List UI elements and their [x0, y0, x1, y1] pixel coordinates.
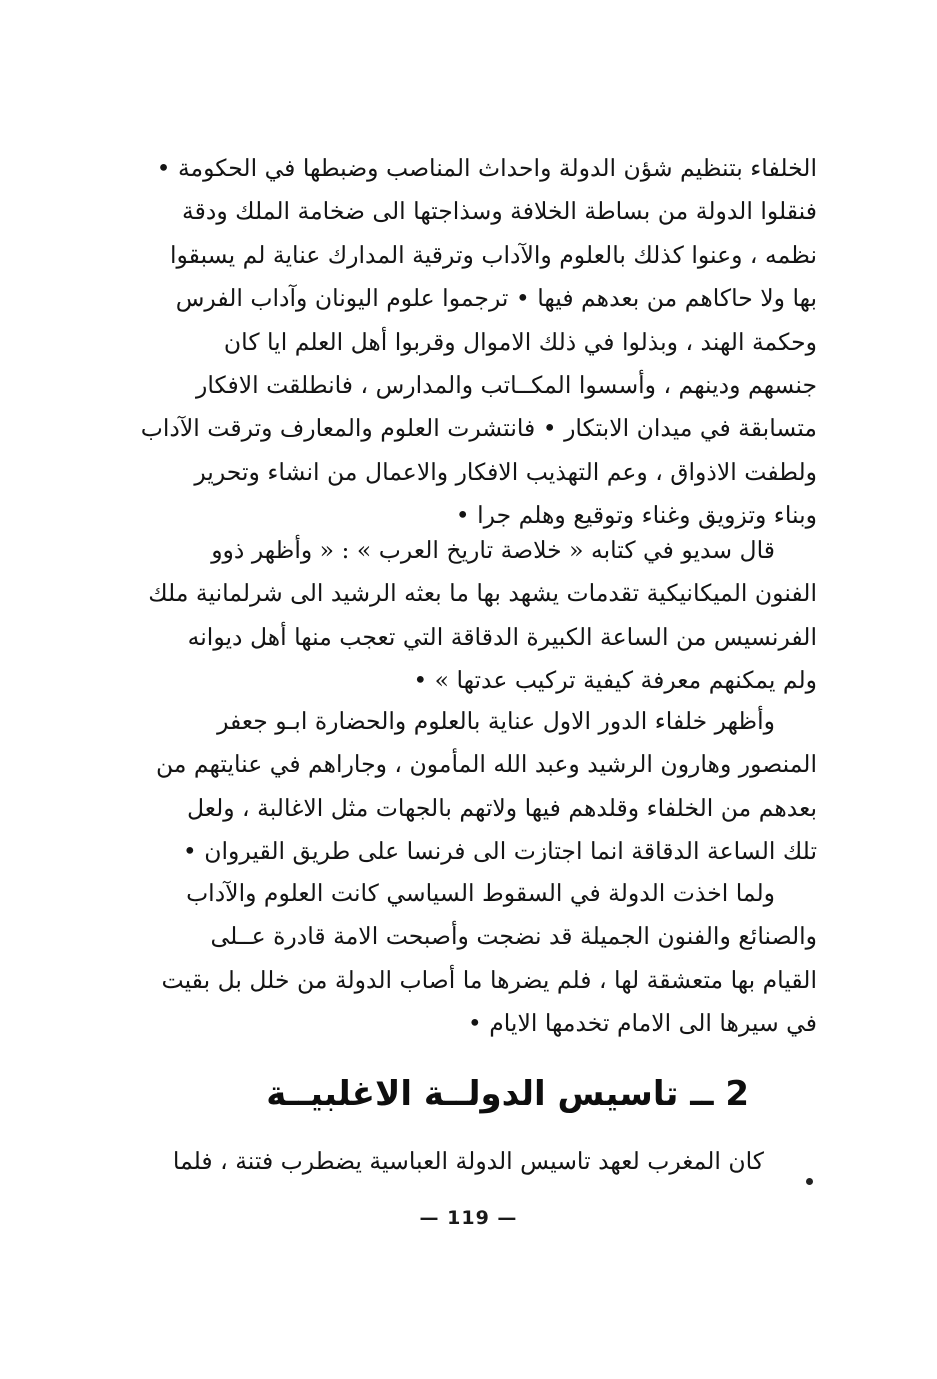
text-line: وأظهر خلفاء الدور الاول عناية بالعلوم والحضارة ابـو جعفر [217, 707, 775, 735]
text-line: وحكمة الهند ، وبذلوا في ذلك الاموال وقربوا أهل العلم ايا كان [223, 327, 817, 356]
text-line: في سيرها الى الامام تخدمها الايام • [467, 1009, 817, 1038]
text-line: كان المغرب لعهد تاسيس الدولة العباسية يضطرب فتنة ، فلما [172, 1147, 764, 1175]
paragraph-4 [145, 872, 817, 1046]
text-line: قال سديو في كتابه « خلاصة تاريخ العرب » : « وأظهر ذوو [211, 536, 775, 564]
text-line: الخلفاء بتنظيم شؤن الدولة واحداث المناصب وضبطها في الحكومة • [156, 154, 817, 182]
section-heading: 2 ــ تاسيس الدولــة الاغلبيــة [266, 1074, 749, 1114]
text-line: بعدهم من الخلفاء وقلدهم فيها ولاتهم بالجهات مثل الاغالبة ، ولعل [186, 793, 817, 822]
text-line: ولطفت الاذواق ، وعم التهذيب الافكار والاعمال من انشاء وتحرير [194, 457, 817, 486]
text-line: الفرنسيس من الساعة الكبيرة الدقاقة التي تعجب منها أهل ديوانه [187, 622, 817, 651]
paragraph-1 [140, 147, 817, 538]
text-line: المنصور وهارون الرشيد وعبد الله المأمون ، وجاراهم في عنايتهم من [155, 750, 817, 779]
text-line: والصنائع والفنون الجميلة قد نضجت وأصبحت الامة قادرة عــلى [210, 922, 817, 951]
paragraph-5 [152, 1140, 764, 1183]
text-line: وبناء وتزويق وغناء وتوقيع وهلم جرا • [455, 501, 817, 530]
text-line: تلك الساعة الدقاقة انما اجتازت الى فرنسا على طريق القيروان • [182, 837, 817, 866]
margin-dot [806, 1178, 813, 1185]
page-number: — 119 — [419, 1207, 518, 1229]
text-line: ولم يمكنهم معرفة كيفية تركيب عدتها » • [413, 666, 817, 695]
text-line: نظمه ، وعنوا كذلك بالعلوم والآداب وترقية المدارك عناية لم يسبقوا [170, 240, 817, 269]
text-line: الفنون الميكانيكية تقدمات يشهد بها ما بعثه الرشيد الى شرلمانية ملك [148, 579, 817, 608]
text-line: جنسهم ودينهم ، وأسسوا المكــاتب والمدارس ، فانطلقت الافكار [195, 370, 817, 399]
text-line: القيام بها متعشقة لها ، فلم يضرها ما أصاب الدولة من خلل بل بقيت [161, 965, 817, 994]
paragraph-2 [145, 529, 817, 703]
text-line: بها ولا حاكاهم من بعدهم فيها • ترجموا علوم اليونان وآداب الفرس [175, 284, 817, 313]
text-line: فنقلوا الدولة من بساطة الخلافة وسذاجتها الى ضخامة الملك ودقة [182, 197, 817, 226]
text-line: ولما اخذت الدولة في السقوط السياسي كانت العلوم والآداب [186, 879, 775, 907]
text-line: متسابقة في ميدان الابتكار • فانتشرت العلوم والمعارف وترقت الآداب [140, 414, 817, 443]
paragraph-3 [145, 700, 817, 874]
